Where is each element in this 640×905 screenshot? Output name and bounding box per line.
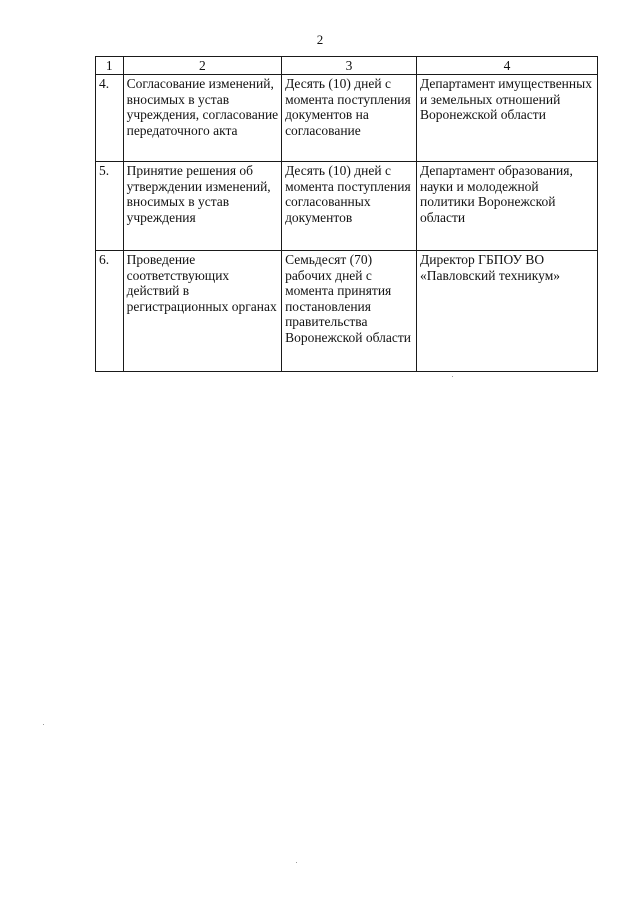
header-cell-4: 4 bbox=[417, 57, 598, 75]
responsible-cell: Департамент имущественных и земельных отношений Воронежской области bbox=[417, 75, 598, 162]
responsible-cell: Директор ГБПОУ ВО «Павловский техникум» bbox=[417, 251, 598, 372]
row-number: 5. bbox=[96, 162, 124, 251]
action-cell: Проведение соответствующих действий в регистрационных органах bbox=[123, 251, 281, 372]
deadline-cell: Десять (10) дней с момента поступления согласованных документов bbox=[282, 162, 417, 251]
table-row bbox=[96, 251, 598, 372]
action-cell: Принятие решения об утверждении изменений, вносимых в устав учреждения bbox=[123, 162, 281, 251]
responsible-cell: Департамент образования, науки и молодежной политики Воронежской области bbox=[417, 162, 598, 251]
deadline-cell: Семьдесят (70) рабочих дней с момента принятия постановления правительства Воронежской области bbox=[282, 251, 417, 372]
header-cell-1: 1 bbox=[96, 57, 124, 75]
header-cell-3: 3 bbox=[282, 57, 417, 75]
scan-speck bbox=[296, 862, 297, 863]
measures-table bbox=[95, 56, 598, 372]
row-number: 4. bbox=[96, 75, 124, 162]
table-row bbox=[96, 162, 598, 251]
page-number: 2 bbox=[316, 32, 324, 47]
action-cell: Согласование изменений, вносимых в устав учреждения, согласование передаточного акта bbox=[123, 75, 281, 162]
table-header-row bbox=[96, 57, 598, 75]
deadline-cell: Десять (10) дней с момента поступления документов на согласование bbox=[282, 75, 417, 162]
scan-speck bbox=[43, 724, 44, 725]
scan-speck bbox=[452, 376, 453, 377]
header-cell-2: 2 bbox=[123, 57, 281, 75]
row-number: 6. bbox=[96, 251, 124, 372]
table-row bbox=[96, 75, 598, 162]
